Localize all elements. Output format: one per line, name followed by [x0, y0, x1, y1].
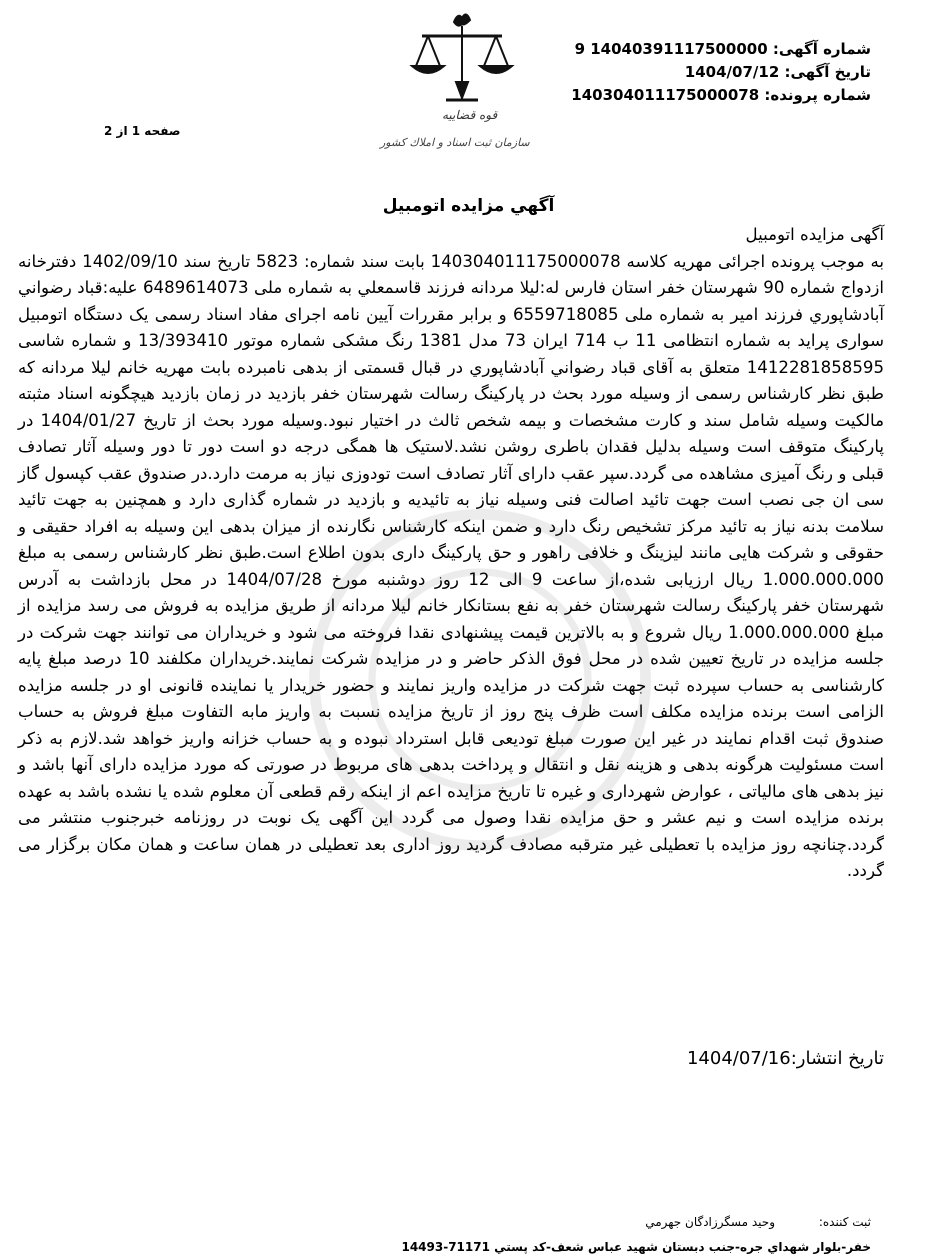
file-number-row	[551, 84, 871, 107]
ad-date: 1404/07/12	[684, 63, 780, 81]
ad-number-row	[551, 38, 871, 61]
judiciary-emblem	[380, 8, 530, 158]
ad-number-label: شماره آگهی:	[772, 40, 871, 58]
recorder-label: ثبت کننده:	[818, 1215, 871, 1229]
recorder-line	[645, 1215, 871, 1229]
file-number-label: شماره پرونده:	[764, 86, 871, 104]
page-number: صفحه 1 از 2	[104, 124, 181, 138]
ad-metadata	[551, 38, 871, 107]
publish-date: 1404/07/16	[686, 1048, 791, 1069]
ad-date-label: تاریخ آگهی:	[784, 63, 871, 81]
publish-date-label: تاریخ انتشار:	[790, 1048, 884, 1069]
file-number: 140304011175000078	[571, 86, 760, 104]
office-address: خفر-بلوار شهداي جره-جنب دبستان شهيد عباس شعف-كد پستي 71171-14493	[401, 1240, 871, 1254]
emblem-caption-judiciary: قوه قضاييه	[442, 108, 498, 122]
ad-date-row	[551, 61, 871, 84]
recorder-name: وحيد مسگرزادگان جهرمي	[645, 1215, 776, 1229]
ad-number: 14040391117500000 9	[574, 40, 768, 58]
document-body	[18, 222, 884, 885]
document-title: آگهي مزايده اتومبيل	[382, 196, 555, 216]
emblem-caption-registry: سازمان ثبت اسناد و املاك كشور	[380, 136, 530, 149]
scales-of-justice-icon	[398, 8, 528, 108]
body-text: آگهی مزایده اتومبیل به موجب پرونده اجرائی مهریه کلاسه 140304011175000078 بابت سند شماره: 5823 تاریخ سند 1402/09/10 دفترخانه ازدواج شماره 90 شهرستان خفر استان فارس له:لیلا مردانه فرزند قاسمعلي به شماره ملی 6489614073 علیه:قباد رضواني آبادشاپوري فرزند امیر به شماره ملی 6559718085 و برابر مقررات آیین نامه اجرای مفاد اسناد رسمی یک دستگاه اتومبیل سواری پراید به شماره انتظامی 11 ب 714 ایران 73 مدل 1381 رنگ مشکی شماره موتور 13/393410 و شماره شاسی 1412281858595 متعلق به آقای قباد رضواني آبادشاپوري در قبال قسمتی از بدهی نامبرده بابت مهریه خانم لیلا مردانه که طبق نظر کارشناس رسمی از وسیله مورد بحث در پارکینگ رسالت شهرستان خفر بازدید در زمان بازدید هیچگونه اسناد مثبته مالکیت وسیله شامل سند و کارت مشخصات و بیمه شخص ثالث در اختیار نبود.وسیله مورد بحث از تاریخ 1404/01/27 در پارکینگ متوقف است وسیله بدلیل فقدان باطری روشن نشد.لاستیک ها همگی درجه دو است دور تا دور وسیله آثار تصادف قبلی و رنگ آمیزی مشاهده می گردد.سپر عقب دارای آثار تصادف است تودوزی نیاز به مرمت دارد.در صندوق عقب کپسول گاز سی ان جی نصب است جهت تائید اصالت فنی وسیله نیاز به تائیدیه و بازدید در شماره گذاری دارد و همچنین به جهت تائید سلامت بدنه نیاز به تائید مرکز تشخیص رنگ دارد و ضمن اینکه کارشناس نگارنده از میزان بدهی این وسیله به افراد حقیقی و حقوقی و شرکت هایی مانند لیزینگ و خلافی راهور و حق پارکینگ داری بدون اطلاع است.طبق نظر کارشناس رسمی به مبلغ 1.000.000.000 ریال ارزیابی شده،از ساعت 9 الی 12 روز دوشنبه مورخ 1404/07/28 در محل بازداشت به آدرس شهرستان خفر پارکینگ رسالت شهرستان خفر به نفع بستانکار خانم لیلا مردانه از طریق مزایده به فروش می رسد مزایده از مبلغ 1.000.000.000 ریال شروع و به بالاترین قیمت پیشنهادی نقدا فروخته می شود و خریداران می توانند جهت شرکت در جلسه مزایده در تاریخ تعیین شده در محل فوق الذکر حاضر و در مزایده شرکت نمایند.خریداران مکلفند 10 درصد مبلغ پایه کارشناسی به حساب سپرده ثبت جهت شرکت در مزایده واریز نمایند و حضور خریدار یا نماینده قانونی او در جلسه مزایده الزامی است برنده مزایده مکلف است ظرف پنج روز از تاریخ مزایده نسبت به واریز مابه التفاوت مبلغ فروش به حساب صندوق ثبت اقدام نمایند در غیر این صورت مبلغ تودیعی قابل استرداد نبوده و به حساب خزانه واریز خواهد شد.لازم به ذکر است مسئولیت هرگونه بدهی و هزینه نقل و انتقال و پرداخت بدهی های مربوط در صورتی که مورد مزایده دارای آنها باشد و نیز بدهی های مالیاتی ، عوارض شهرداری و غیره تا تاریخ مزایده اعم از اینکه رقم قطعی آن معلوم شده یا نشده باشد به عهده برنده مزایده است و نیم عشر و حق مزایده نقدا وصول می گردد این آگهی یک نوبت در روزنامه خبرجنوب منتشر می گردد.چنانچه روز مزایده با تعطیلی غیر مترقبه مصادف گردید روز اداری بعد تعطیلی در همان ساعت و همان مکان برگزار می گردد.	[18, 225, 885, 880]
publish-date-line	[687, 1046, 884, 1072]
